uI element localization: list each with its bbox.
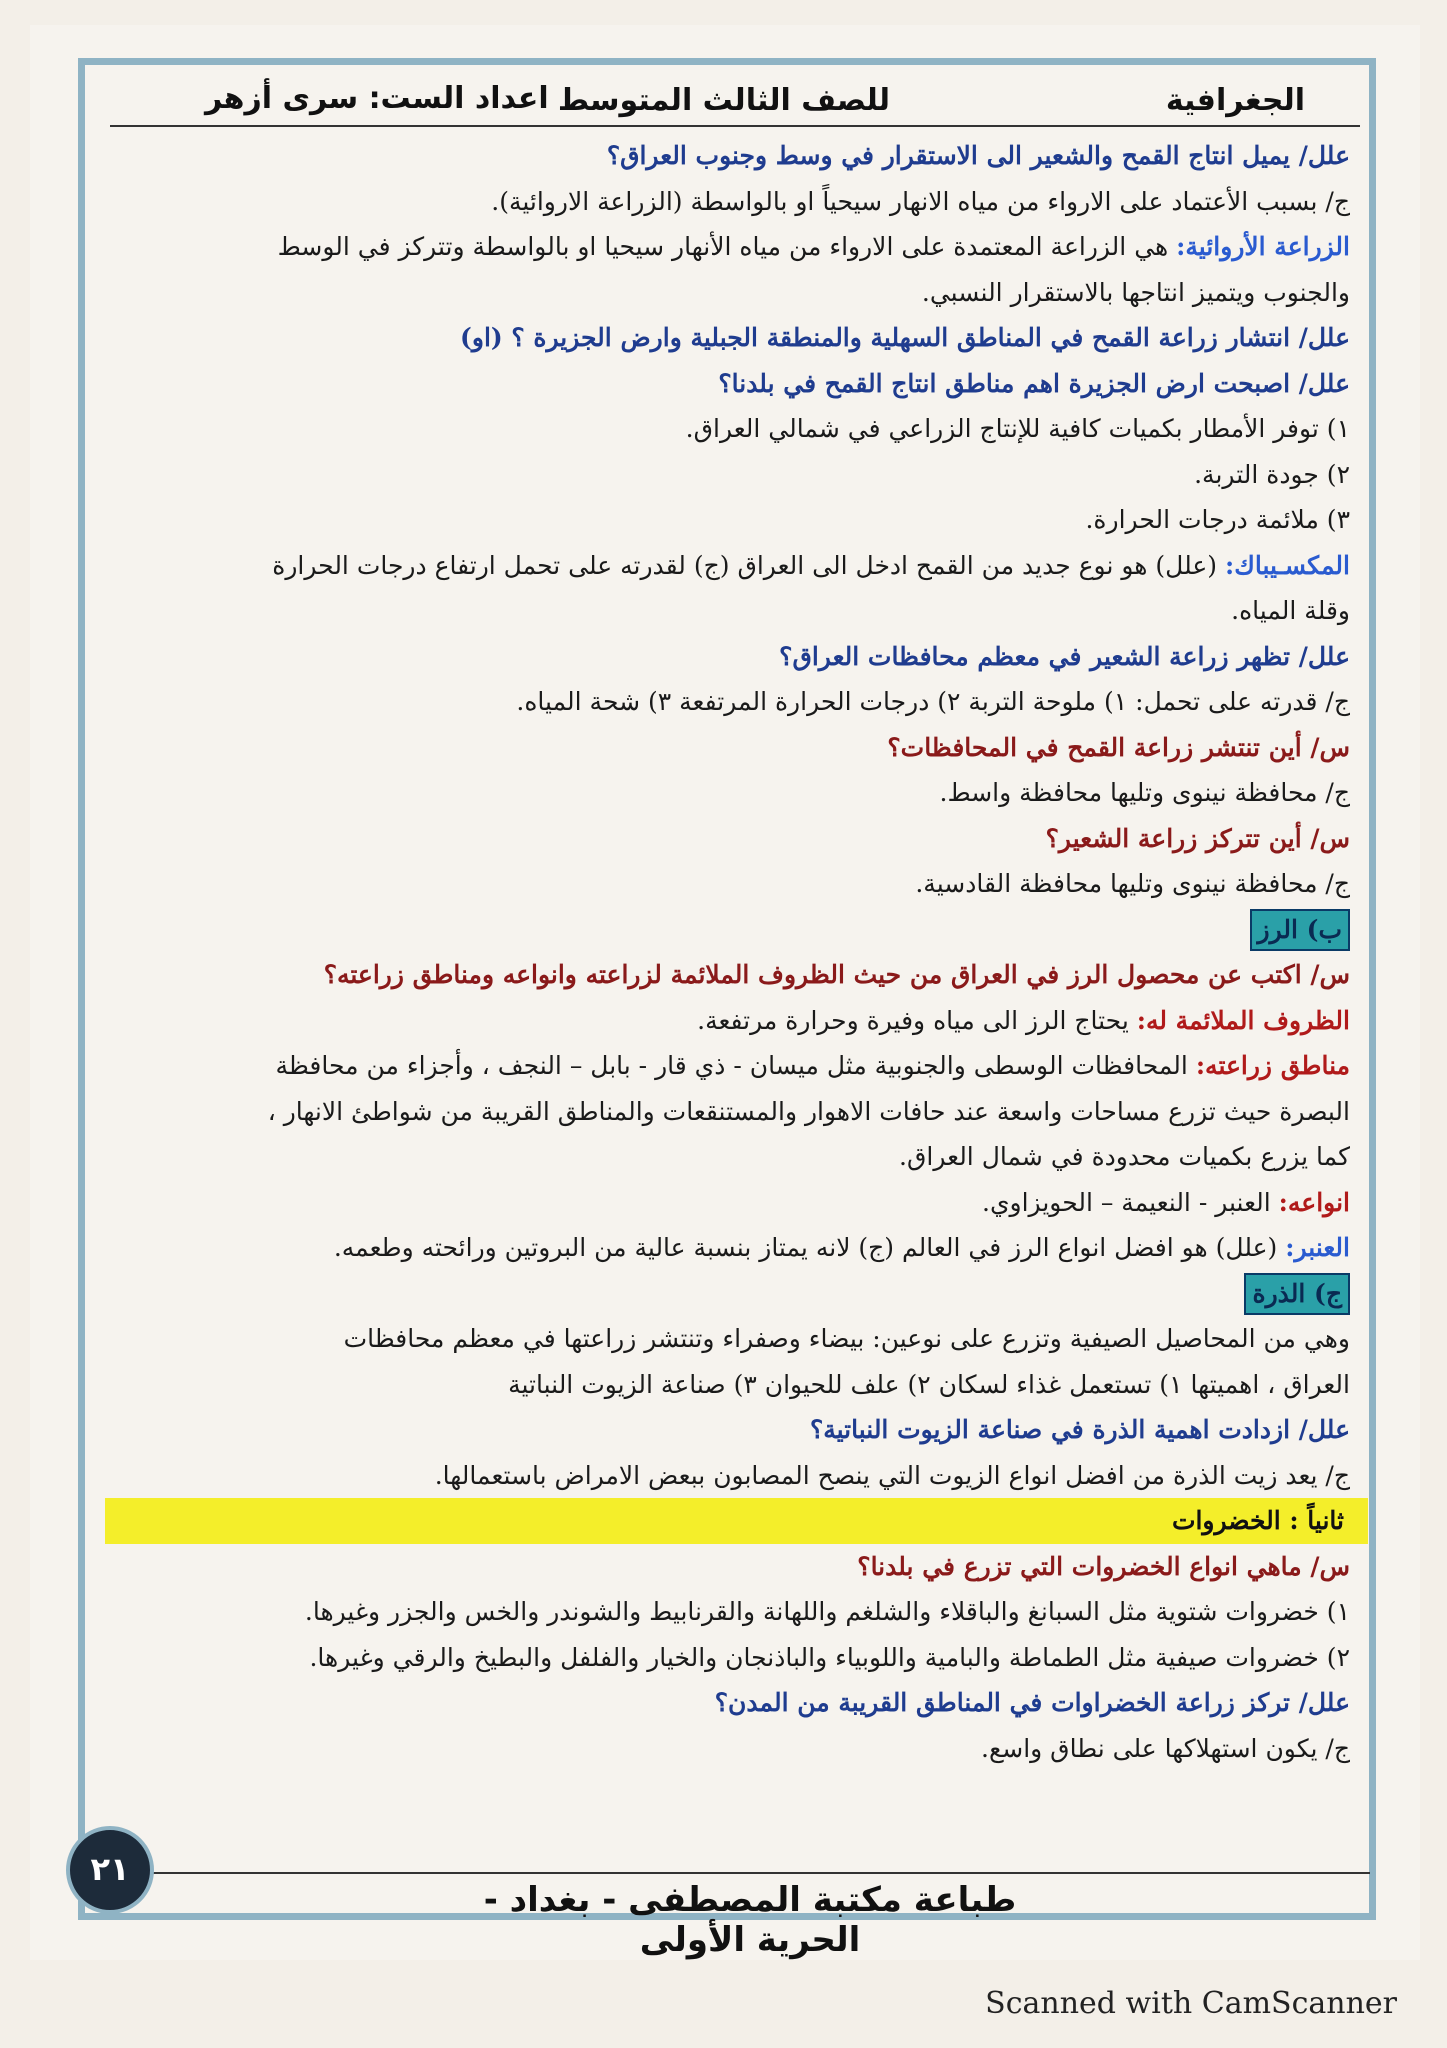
text-line: [125, 1043, 1350, 1089]
term-label: المكسـيباك:: [1225, 550, 1350, 580]
text-line: [125, 315, 1350, 361]
text-line: [125, 1726, 1350, 1772]
text-line: [125, 1180, 1350, 1226]
term-label: الزراعة الأروائية:: [1176, 232, 1350, 261]
line-text: ج/ يعد زيت الذرة من افضل انواع الزيوت التي ينصح المصابون ببعض الامراض باستعمالها.: [434, 1460, 1350, 1490]
line-text: ج/ محافظة نينوى وتليها محافظة واسط.: [939, 778, 1350, 807]
text-line: [125, 770, 1350, 816]
text-line: [125, 1316, 1350, 1362]
text-line: [125, 179, 1350, 225]
term-label: العنبر:: [1285, 1233, 1350, 1262]
line-text: ج/ محافظة نينوى وتليها محافظة القادسية.: [915, 869, 1350, 898]
text-line: [125, 907, 1350, 953]
line-text: هي الزراعة المعتمدة على الارواء من مياه الأنهار سيحيا او بالواسطة وتتركز في الوسط: [277, 232, 1177, 261]
subject-title: الجغرافية: [1165, 83, 1305, 118]
print-credit: طباعة مكتبة المصطفى - بغداد - الحرية الأولى: [483, 1880, 1017, 1960]
text-line: [125, 1271, 1350, 1317]
header-divider: [110, 125, 1360, 127]
line-text: العراق ، اهميتها ١) تستعمل غذاء لسكان ٢) علف للحيوان ٣) صناعة الزيوت النباتية: [508, 1369, 1350, 1399]
camscanner-watermark: Scanned with CamScanner: [985, 1986, 1397, 2021]
line-text: ٣) ملائمة درجات الحرارة.: [1085, 505, 1350, 534]
line-text: البصرة حيث تزرع مساحات واسعة عند حافات الاهوار والمستنقعات والمناطق القريبة من شواطئ الانهار ،: [267, 1096, 1350, 1126]
question-label: علل/: [1298, 641, 1350, 671]
highlighted-heading: ثانياً : الخضروات: [1172, 1506, 1350, 1535]
line-text: (علل) هو افضل انواع الرز في العالم (ج) لانه يمتاز بنسبة عالية من البروتين ورائحته وطعمه.: [333, 1233, 1286, 1262]
text-line: [125, 1635, 1350, 1681]
text-line: [125, 133, 1350, 179]
line-text: (علل) هو نوع جديد من القمح ادخل الى العراق (ج) لقدرته على تحمل ارتفاع درجات الحرارة: [272, 550, 1225, 580]
line-text: أين تنتشر زراعة القمح في المحافظات؟: [887, 732, 1311, 762]
section-heading: ب) الرز: [1250, 909, 1351, 951]
question-label: علل/: [1298, 368, 1350, 398]
text-line: [125, 1407, 1350, 1453]
line-text: تركز زراعة الخضراوات في المناطق القريبة من المدن؟: [714, 1688, 1299, 1717]
grade-title: للصف الثالث المتوسط: [557, 83, 890, 118]
line-text: انتشار زراعة القمح في المناطق السهلية والمنطقة الجبلية وارض الجزيرة ؟ (او): [460, 323, 1299, 352]
question-label: س/: [1310, 960, 1350, 989]
question-label: علل/: [1298, 1688, 1350, 1717]
text-line: [125, 952, 1350, 998]
text-line: [125, 725, 1350, 771]
line-text: اكتب عن محصول الرز في العراق من حيث الظروف الملائمة لزراعته وانواعه ومناطق زراعته؟: [323, 960, 1311, 989]
line-text: وقلة المياه.: [1231, 596, 1350, 625]
text-line: [125, 1362, 1350, 1408]
question-label: س/: [1310, 823, 1350, 853]
line-text: وهي من المحاصيل الصيفية وتزرع على نوعين: بيضاء وصفراء وتنتشر زراعتها في معظم محافظات: [343, 1324, 1350, 1353]
line-text: ٢) جودة التربة.: [1194, 459, 1350, 489]
text-line: [125, 588, 1350, 634]
line-text: يحتاج الرز الى مياه وفيرة وحرارة مرتفعة.: [697, 1005, 1137, 1035]
text-line: [125, 1680, 1350, 1726]
line-text: العنبر - النعيمة – الحويزاوي.: [982, 1187, 1279, 1217]
line-text: ج/ قدرته على تحمل: ١) ملوحة التربة ٢) درجات الحرارة المرتفعة ٣) شحة المياه.: [516, 687, 1350, 716]
text-line: [125, 816, 1350, 862]
line-text: والجنوب ويتميز انتاجها بالاستقرار النسبي.: [921, 277, 1350, 307]
text-line: [125, 1134, 1350, 1180]
section-heading: ج) الذرة: [1244, 1273, 1350, 1315]
line-text: ماهي انواع الخضروات التي تزرع في بلدنا؟: [857, 1551, 1311, 1581]
page-header: [110, 75, 1360, 125]
text-line: [125, 998, 1350, 1044]
text-line: [125, 1589, 1350, 1635]
line-text: المحافظات الوسطى والجنوبية مثل ميسان - ذي قار - بابل – النجف ، وأجزاء من محافظة: [275, 1051, 1196, 1080]
line-text: ج/ بسبب الأعتماد على الارواء من مياه الانهار سيحياً او بالواسطة (الزراعة الاروائية).: [491, 186, 1350, 216]
text-line: [125, 679, 1350, 725]
question-label: علل/: [1298, 323, 1350, 352]
question-label: علل/: [1298, 141, 1350, 170]
line-text: ١) خضروات شتوية مثل السبانغ والباقلاء والشلغم واللهانة والقرنابيط والشوندر والخس والجزر وغيرها.: [304, 1597, 1350, 1626]
text-line: [125, 497, 1350, 543]
footer-divider: [140, 1872, 1370, 1874]
text-line: [125, 1544, 1350, 1590]
term-label: مناطق زراعته:: [1195, 1051, 1350, 1080]
text-line: [125, 406, 1350, 452]
term-label: انواعه:: [1278, 1187, 1350, 1217]
text-line: [125, 1453, 1350, 1499]
text-line: [105, 1498, 1368, 1544]
question-label: س/: [1310, 1551, 1350, 1581]
text-line: [125, 270, 1350, 316]
text-line: [125, 1225, 1350, 1271]
text-line: [125, 634, 1350, 680]
line-text: ازدادت اهمية الذرة في صناعة الزيوت النباتية؟: [809, 1415, 1299, 1444]
line-text: كما يزرع بكميات محدودة في شمال العراق.: [899, 1142, 1350, 1171]
question-label: علل/: [1298, 1415, 1350, 1444]
line-text: تظهر زراعة الشعير في معظم محافظات العراق؟: [779, 641, 1299, 671]
line-text: ١) توفر الأمطار بكميات كافية للإنتاج الزراعي في شمالي العراق.: [685, 414, 1350, 443]
line-text: ج/ يكون استهلاكها على نطاق واسع.: [981, 1733, 1350, 1763]
term-label: الظروف الملائمة له:: [1136, 1005, 1350, 1035]
line-text: أين تتركز زراعة الشعير؟: [1045, 823, 1311, 853]
page-content: [125, 133, 1350, 1771]
text-line: [125, 1089, 1350, 1135]
text-line: [125, 861, 1350, 907]
question-label: س/: [1310, 732, 1350, 762]
text-line: [125, 452, 1350, 498]
text-line: [125, 361, 1350, 407]
line-text: يميل انتاج القمح والشعير الى الاستقرار في وسط وجنوب العراق؟: [606, 141, 1299, 170]
line-text: اصبحت ارض الجزيرة اهم مناطق انتاج القمح في بلدنا؟: [718, 368, 1299, 398]
text-line: [125, 224, 1350, 270]
line-text: ٢) خضروات صيفية مثل الطماطة والبامية واللوبياء والباذنجان والخيار والفلفل والبطيخ والرقي وغيرها.: [309, 1642, 1350, 1672]
text-line: [125, 543, 1350, 589]
author-credit: اعداد الست: سرى أزهر: [205, 81, 549, 116]
page-number-badge: ٢١: [66, 1826, 154, 1914]
